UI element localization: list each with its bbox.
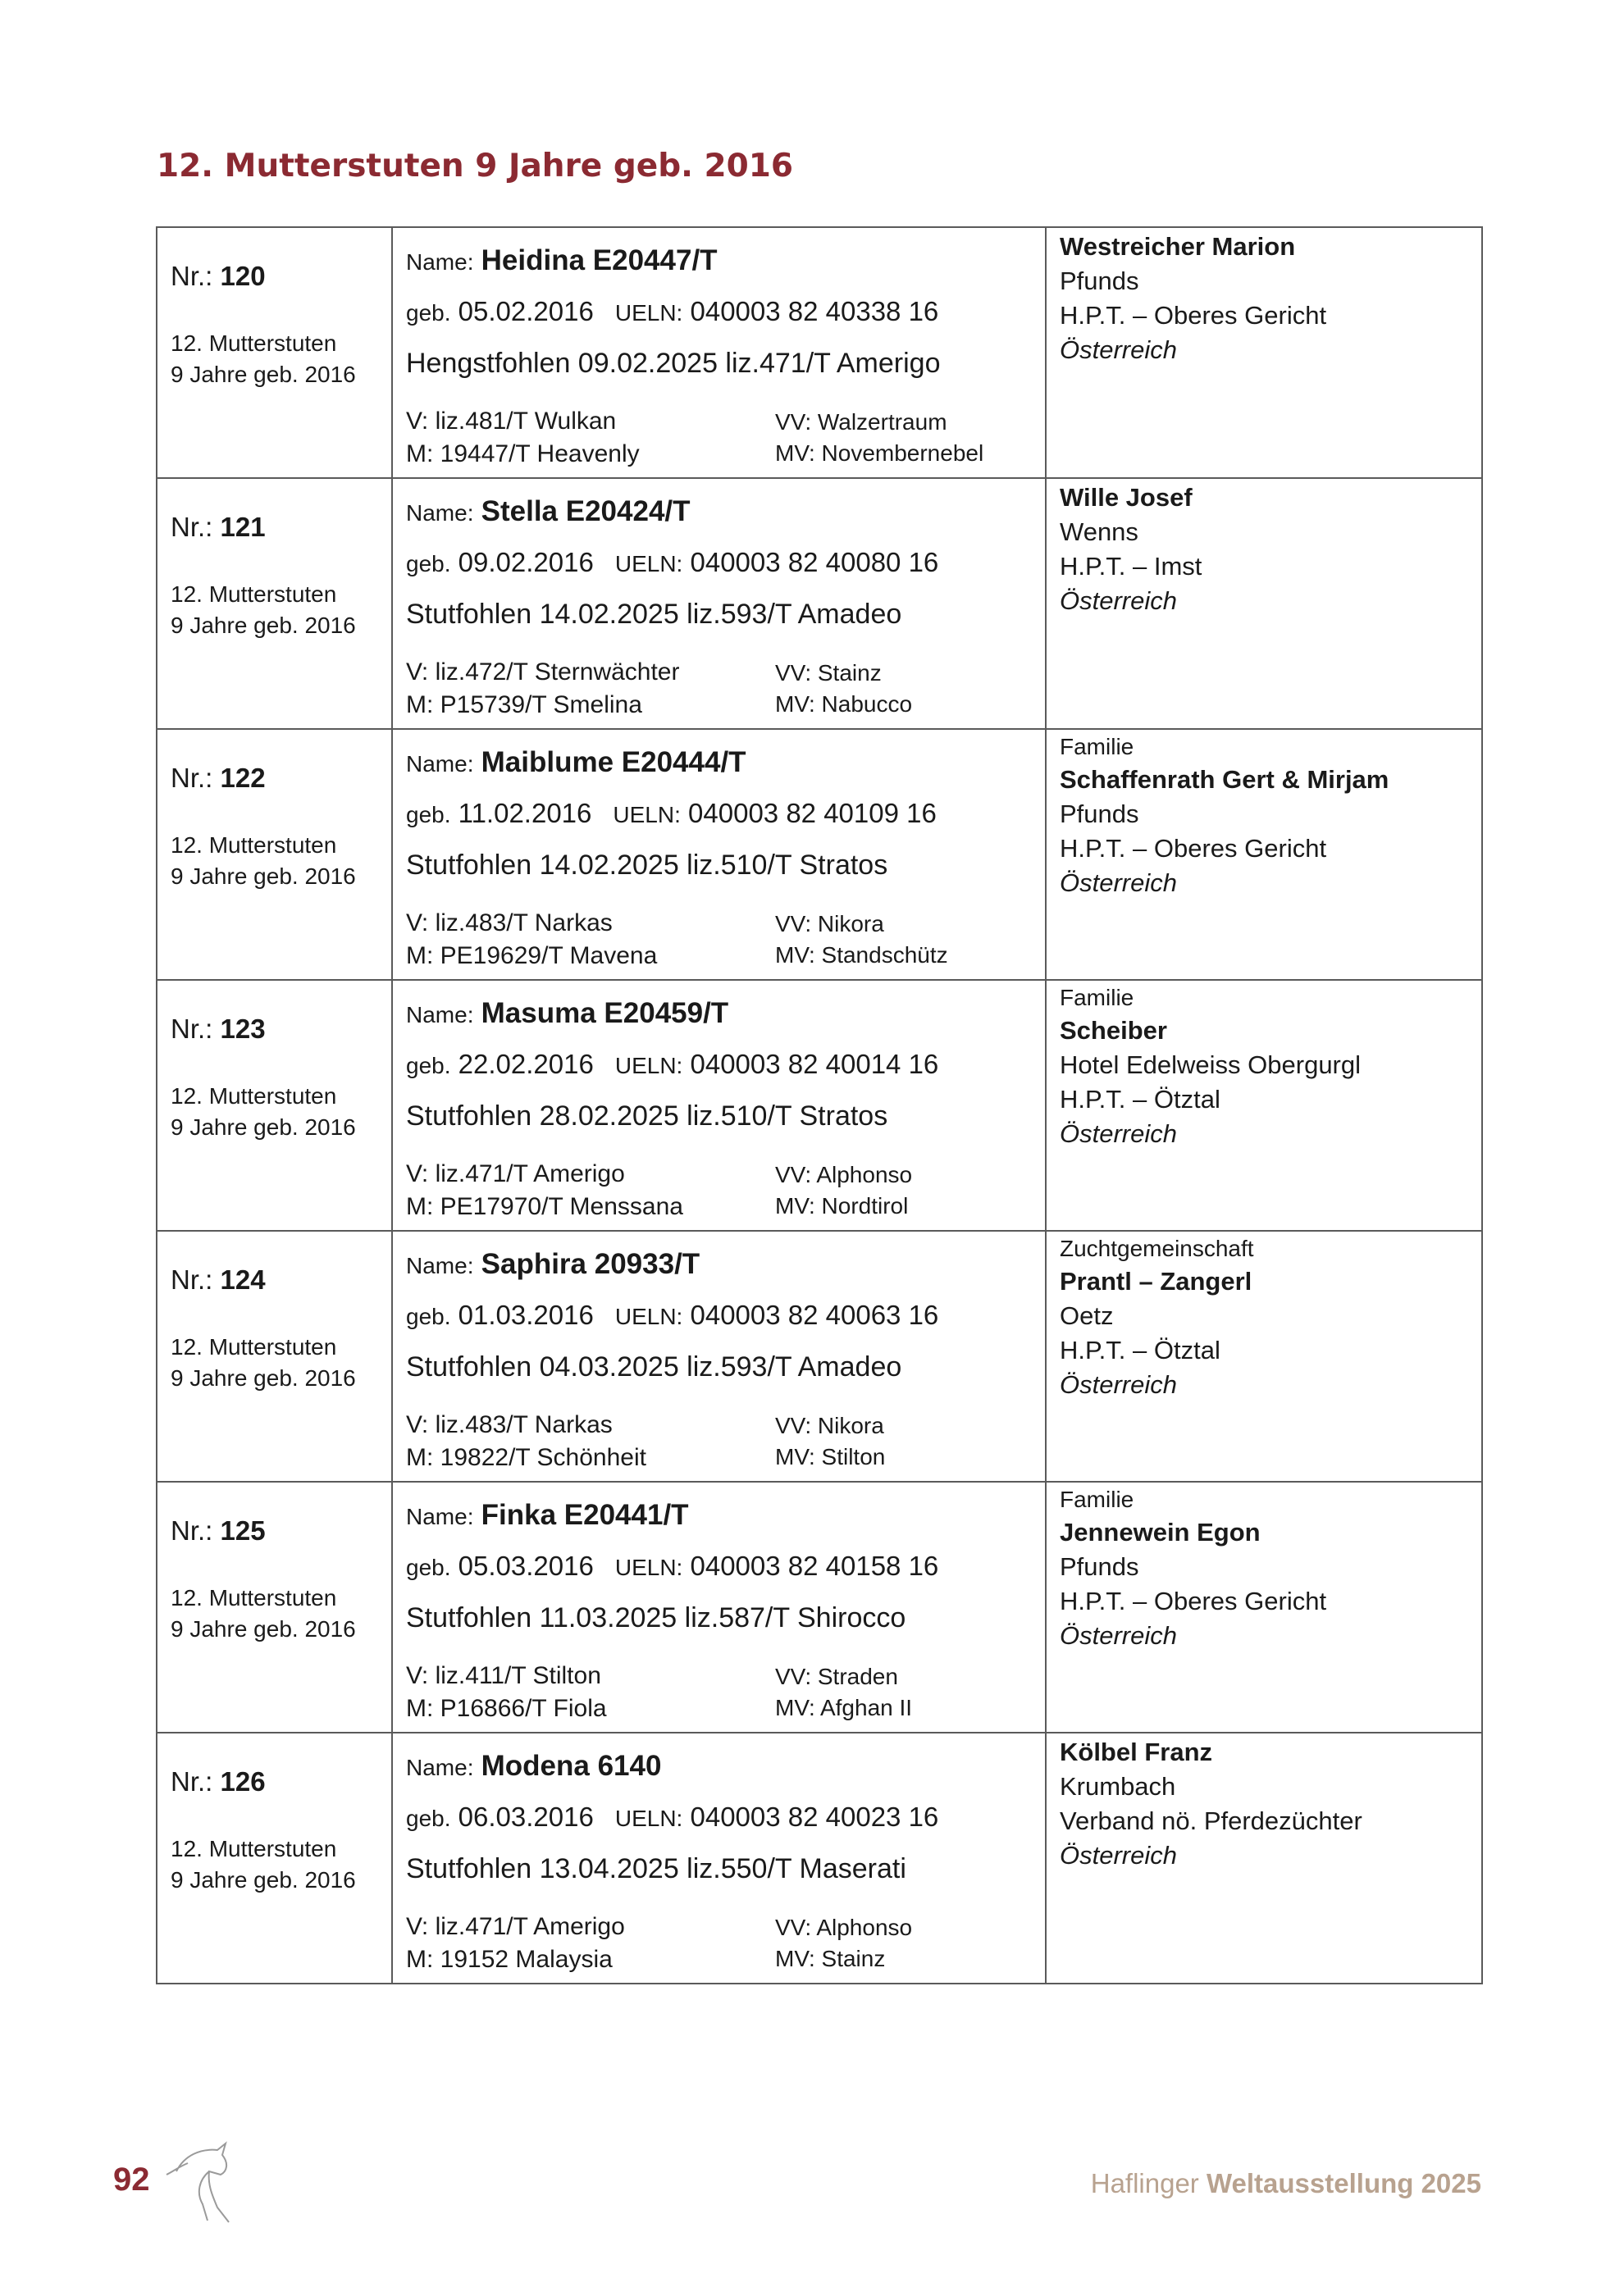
pedigree	[406, 1158, 1045, 1223]
owner-cell	[1046, 1231, 1482, 1482]
entry-number: Nr.: 121	[171, 512, 266, 542]
entry-number-cell	[157, 478, 392, 729]
entry-number: Nr.: 126	[171, 1766, 266, 1797]
entry-number-cell	[157, 1231, 392, 1482]
foal-info: Stutfohlen 14.02.2025 liz.510/T Stratos	[406, 850, 888, 881]
entry-class: 12. Mutterstuten 9 Jahre geb. 2016	[171, 1836, 356, 1893]
dam-sire: MV: Stilton	[775, 1444, 886, 1469]
horse-logo-icon	[160, 2139, 234, 2229]
dam-sire: MV: Nabucco	[775, 691, 913, 717]
owner-name: Kölbel Franz	[1060, 1738, 1213, 1766]
owner-cell	[1046, 980, 1482, 1231]
sire-sire: VV: Stainz	[775, 660, 882, 686]
dam-sire: MV: Novembernebel	[775, 440, 984, 466]
owner-line-1: Oetz	[1060, 1301, 1114, 1330]
entry-number-cell	[157, 1482, 392, 1733]
horse-birth-ueln: geb. 22.02.2016 UELN: 040003 82 40014 16	[406, 1049, 939, 1079]
page-title: 12. Mutterstuten 9 Jahre geb. 2016	[157, 148, 794, 184]
dam: M: P16866/T Fiola	[406, 1695, 607, 1722]
entry-class: 12. Mutterstuten 9 Jahre geb. 2016	[171, 330, 356, 387]
table-row	[157, 1482, 1482, 1733]
owner-country: Österreich	[1060, 586, 1177, 615]
footer-brand: Haflinger Weltausstellung 2025	[1090, 2168, 1481, 2198]
horse-info-cell	[392, 1231, 1046, 1482]
table-row	[157, 478, 1482, 729]
owner-cell	[1046, 227, 1482, 478]
dam: M: P15739/T Smelina	[406, 691, 642, 718]
table-row	[157, 980, 1482, 1231]
owner-country: Österreich	[1060, 1841, 1177, 1870]
owner-line-1: Krumbach	[1060, 1772, 1176, 1801]
entry-class: 12. Mutterstuten 9 Jahre geb. 2016	[171, 832, 356, 889]
owner-line-2: H.P.T. – Oberes Gericht	[1060, 1587, 1327, 1615]
sire-sire: VV: Nikora	[775, 1413, 884, 1438]
entry-class: 12. Mutterstuten 9 Jahre geb. 2016	[171, 1334, 356, 1391]
entry-class: 12. Mutterstuten 9 Jahre geb. 2016	[171, 581, 356, 638]
horse-name: Name: Masuma E20459/T	[406, 997, 729, 1029]
owner-country: Österreich	[1060, 1119, 1177, 1148]
pedigree	[406, 907, 1045, 973]
entry-number: Nr.: 125	[171, 1515, 266, 1546]
owner-cell	[1046, 1733, 1482, 1984]
horse-birth-ueln: geb. 11.02.2016 UELN: 040003 82 40109 16	[406, 798, 937, 828]
owner-name: Jennewein Egon	[1060, 1518, 1261, 1547]
owner-cell	[1046, 1482, 1482, 1733]
horse-birth-ueln: geb. 06.03.2016 UELN: 040003 82 40023 16	[406, 1802, 939, 1832]
entry-number-cell	[157, 227, 392, 478]
dam-sire: MV: Standschütz	[775, 942, 948, 968]
owner-line-2: H.P.T. – Imst	[1060, 552, 1202, 581]
pedigree	[406, 1409, 1045, 1474]
sire: V: liz.481/T Wulkan	[406, 408, 617, 435]
dam-sire: MV: Afghan II	[775, 1695, 913, 1720]
horse-birth-ueln: geb. 01.03.2016 UELN: 040003 82 40063 16	[406, 1300, 939, 1330]
sire-sire: VV: Nikora	[775, 911, 884, 936]
dam-sire: MV: Nordtirol	[775, 1193, 909, 1219]
entry-number: Nr.: 122	[171, 763, 266, 793]
pedigree	[406, 1911, 1045, 1976]
table-row	[157, 729, 1482, 980]
horse-name: Name: Modena 6140	[406, 1750, 662, 1782]
sire: V: liz.483/T Narkas	[406, 909, 613, 936]
horse-name: Name: Maiblume E20444/T	[406, 746, 746, 778]
dam: M: PE17970/T Menssana	[406, 1193, 683, 1220]
entry-number: Nr.: 120	[171, 261, 266, 291]
foal-info: Stutfohlen 14.02.2025 liz.593/T Amadeo	[406, 599, 902, 630]
entry-number-cell	[157, 1733, 392, 1984]
sire: V: liz.483/T Narkas	[406, 1411, 613, 1438]
sire: V: liz.472/T Sternwächter	[406, 658, 680, 686]
sire-sire: VV: Alphonso	[775, 1915, 913, 1940]
entry-number-cell	[157, 729, 392, 980]
owner-country: Österreich	[1060, 1621, 1177, 1650]
horse-info-cell	[392, 227, 1046, 478]
owner-prefix: Familie	[1060, 985, 1134, 1010]
owner-name: Scheiber	[1060, 1016, 1167, 1045]
horse-name: Name: Heidina E20447/T	[406, 244, 718, 276]
entry-class: 12. Mutterstuten 9 Jahre geb. 2016	[171, 1585, 356, 1642]
owner-name: Wille Josef	[1060, 483, 1193, 512]
table-row	[157, 1733, 1482, 1984]
owner-line-2: H.P.T. – Oberes Gericht	[1060, 301, 1327, 330]
dam-sire: MV: Stainz	[775, 1946, 886, 1971]
owner-prefix: Familie	[1060, 734, 1134, 759]
owner-country: Österreich	[1060, 1370, 1177, 1399]
owner-line-2: H.P.T. – Oberes Gericht	[1060, 834, 1327, 863]
dam: M: 19447/T Heavenly	[406, 440, 640, 467]
owner-cell	[1046, 478, 1482, 729]
foal-info: Stutfohlen 28.02.2025 liz.510/T Stratos	[406, 1100, 888, 1132]
owner-line-1: Hotel Edelweiss Obergurgl	[1060, 1050, 1362, 1079]
owner-line-2: Verband nö. Pferdezüchter	[1060, 1806, 1362, 1835]
horse-birth-ueln: geb. 05.03.2016 UELN: 040003 82 40158 16	[406, 1551, 939, 1581]
entries-table	[156, 226, 1483, 1984]
horse-info-cell	[392, 729, 1046, 980]
dam: M: PE19629/T Mavena	[406, 942, 658, 969]
entry-number: Nr.: 123	[171, 1014, 266, 1044]
horse-name: Name: Finka E20441/T	[406, 1499, 689, 1531]
sire: V: liz.471/T Amerigo	[406, 1160, 625, 1187]
owner-name: Westreicher Marion	[1060, 232, 1296, 261]
owner-line-2: H.P.T. – Ötztal	[1060, 1085, 1220, 1114]
owner-country: Österreich	[1060, 335, 1177, 364]
horse-name: Name: Saphira 20933/T	[406, 1248, 700, 1280]
pedigree	[406, 656, 1045, 722]
owner-name: Schaffenrath Gert & Mirjam	[1060, 765, 1389, 794]
entry-number-cell	[157, 980, 392, 1231]
owner-name: Prantl – Zangerl	[1060, 1267, 1252, 1296]
dam: M: 19152 Malaysia	[406, 1946, 613, 1973]
horse-info-cell	[392, 478, 1046, 729]
owner-line-1: Pfunds	[1060, 266, 1139, 295]
pedigree	[406, 405, 1045, 471]
horse-info-cell	[392, 1482, 1046, 1733]
pedigree	[406, 1660, 1045, 1725]
table-row	[157, 1231, 1482, 1482]
foal-info: Hengstfohlen 09.02.2025 liz.471/T Amerigo	[406, 348, 941, 379]
entry-class: 12. Mutterstuten 9 Jahre geb. 2016	[171, 1083, 356, 1140]
foal-info: Stutfohlen 04.03.2025 liz.593/T Amadeo	[406, 1351, 902, 1383]
entry-number: Nr.: 124	[171, 1264, 266, 1295]
dam: M: 19822/T Schönheit	[406, 1444, 646, 1471]
sire-sire: VV: Straden	[775, 1664, 898, 1689]
owner-prefix: Zuchtgemeinschaft	[1060, 1236, 1254, 1261]
horse-info-cell	[392, 980, 1046, 1231]
sire-sire: VV: Alphonso	[775, 1162, 913, 1187]
owner-country: Österreich	[1060, 868, 1177, 897]
sire: V: liz.411/T Stilton	[406, 1662, 601, 1689]
table-row	[157, 227, 1482, 478]
horse-birth-ueln: geb. 05.02.2016 UELN: 040003 82 40338 16	[406, 296, 939, 326]
owner-line-1: Pfunds	[1060, 1552, 1139, 1581]
owner-prefix: Familie	[1060, 1487, 1134, 1512]
foal-info: Stutfohlen 13.04.2025 liz.550/T Maserati	[406, 1853, 906, 1884]
owner-line-2: H.P.T. – Ötztal	[1060, 1336, 1220, 1364]
owner-line-1: Pfunds	[1060, 800, 1139, 828]
horse-birth-ueln: geb. 09.02.2016 UELN: 040003 82 40080 16	[406, 547, 939, 577]
foal-info: Stutfohlen 11.03.2025 liz.587/T Shirocco	[406, 1602, 906, 1633]
horse-name: Name: Stella E20424/T	[406, 495, 691, 527]
sire: V: liz.471/T Amerigo	[406, 1913, 625, 1940]
horse-info-cell	[392, 1733, 1046, 1984]
sire-sire: VV: Walzertraum	[775, 409, 947, 435]
owner-line-1: Wenns	[1060, 517, 1138, 546]
owner-cell	[1046, 729, 1482, 980]
page-number: 92	[113, 2162, 150, 2198]
